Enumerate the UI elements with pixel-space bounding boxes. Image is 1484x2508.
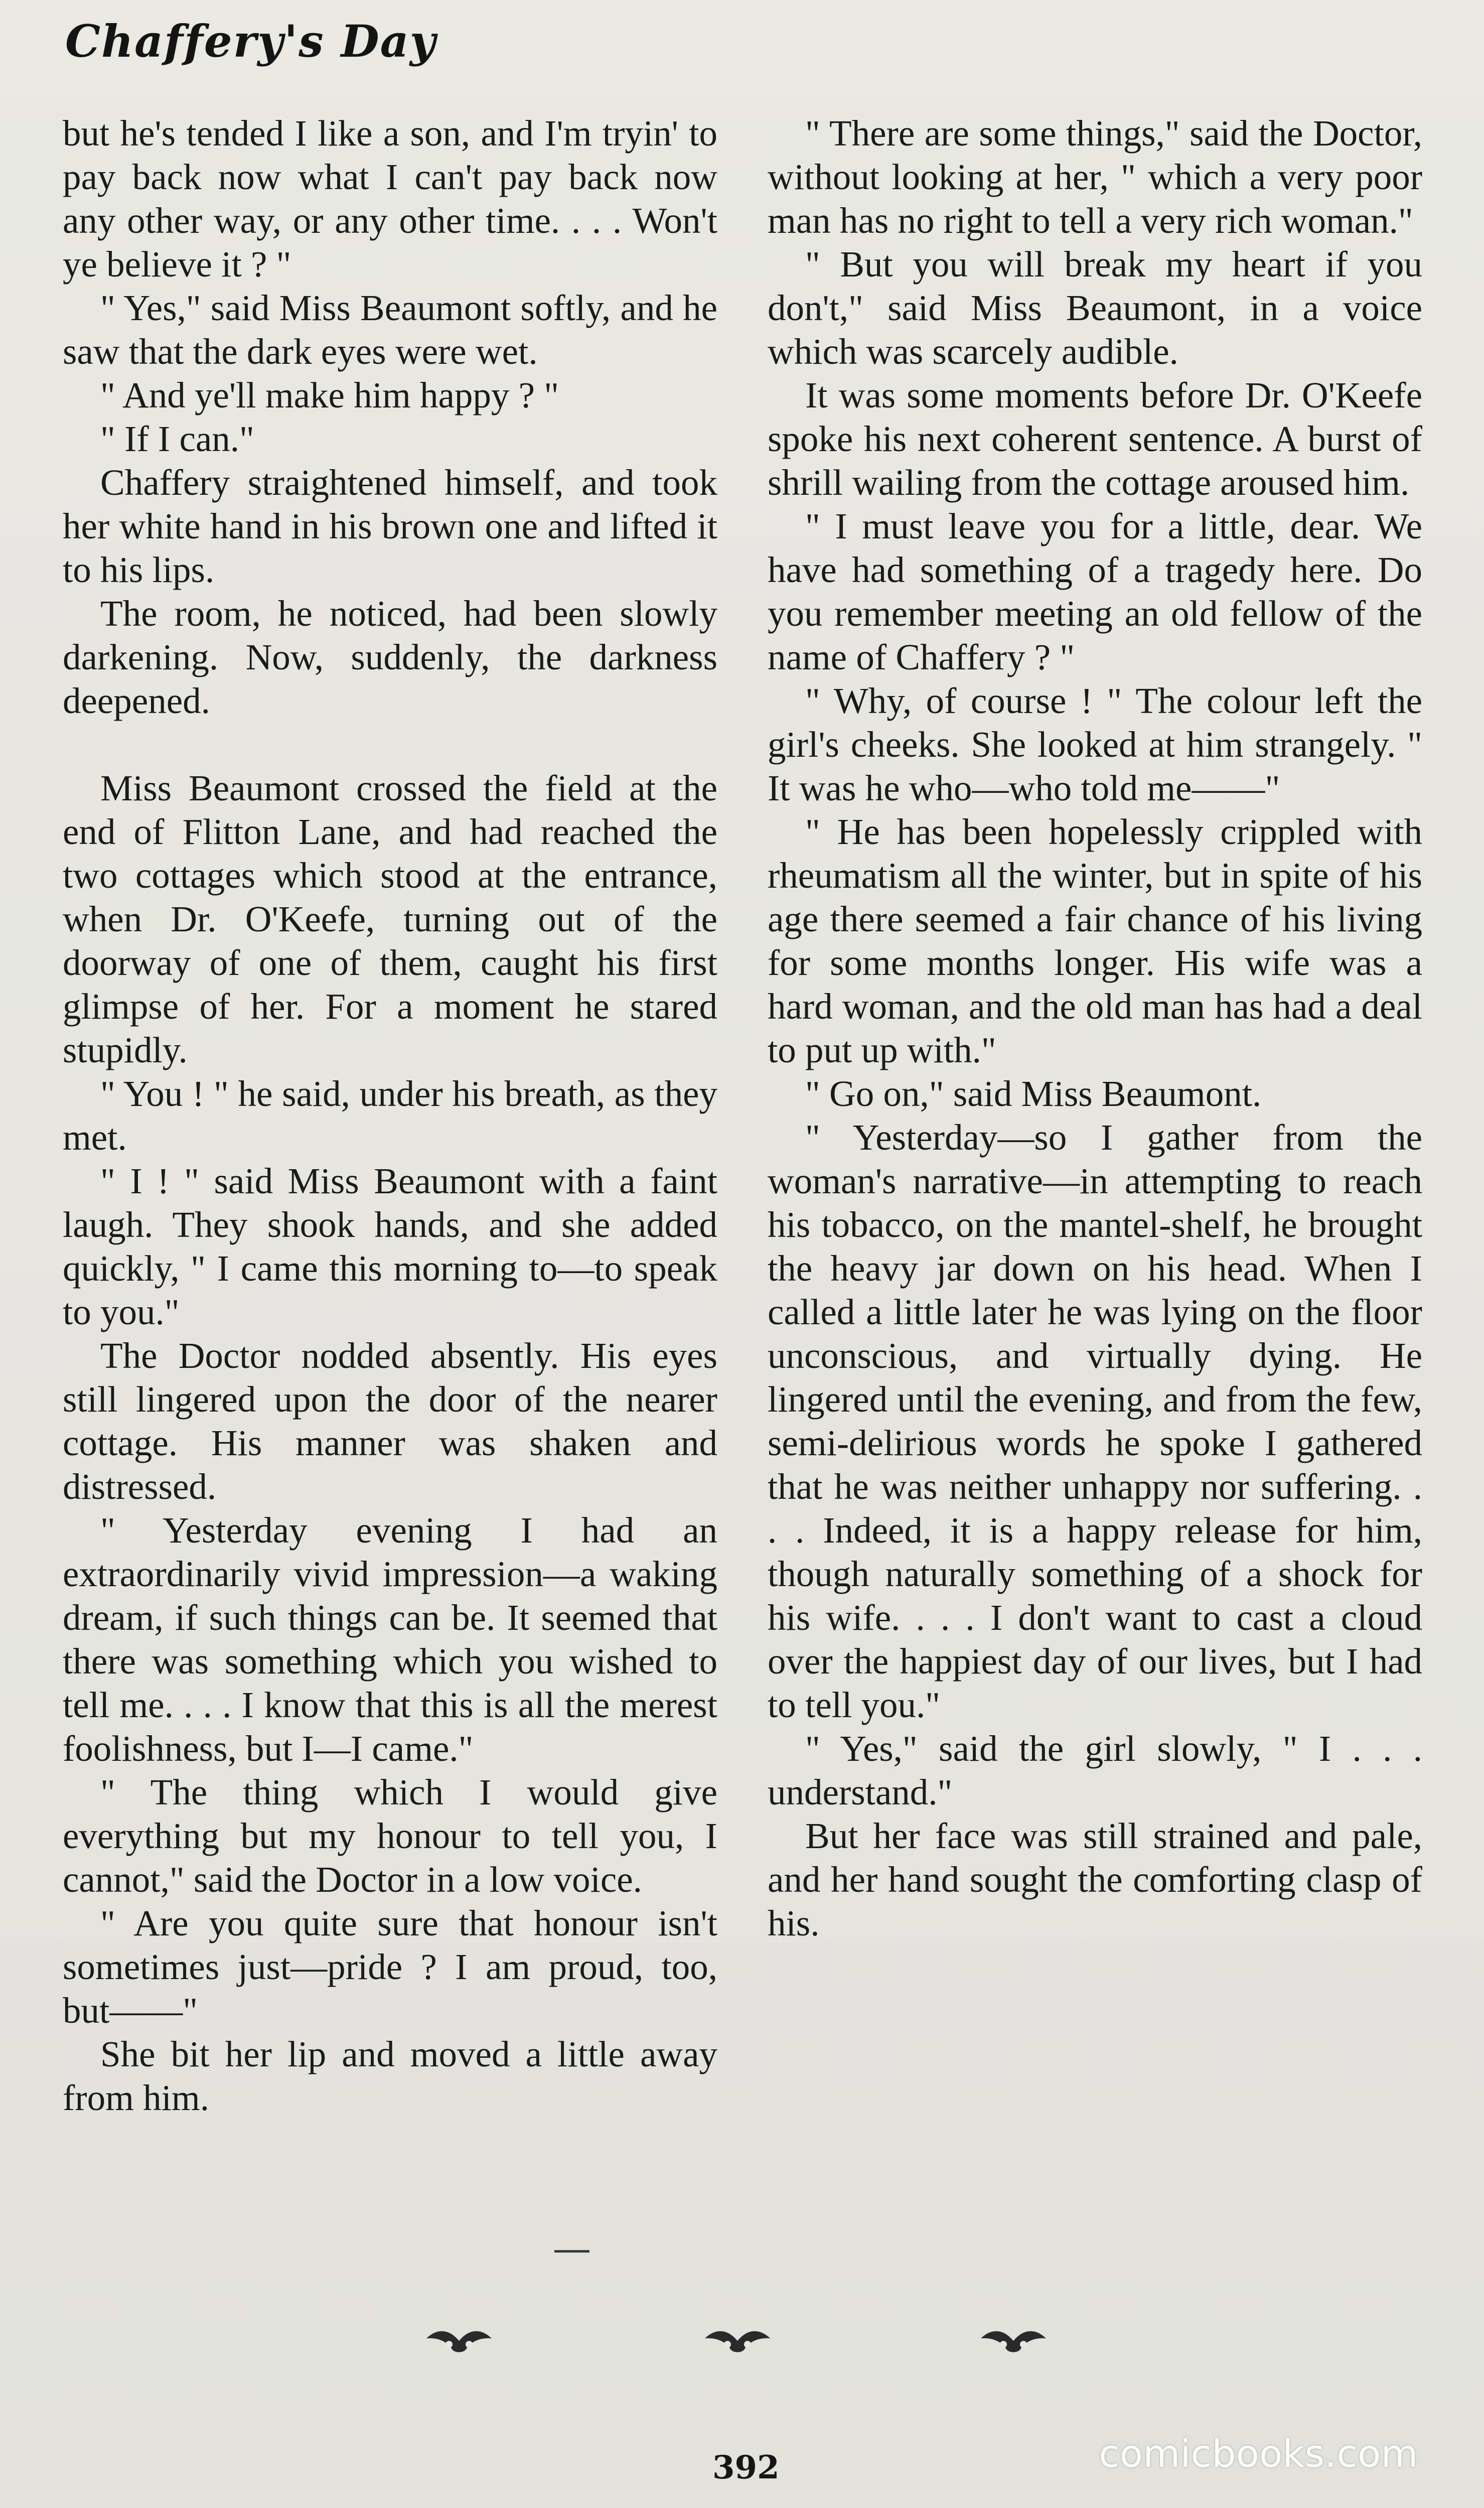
paragraph: " You ! " he said, under his breath, as they met. (63, 1073, 717, 1158)
paragraph: " He has been hopelessly crippled with rheumatism all the winter, but in spite of his age there seemed a fair chance of his living for some months longer. His wife was a hard woman, and the old man has had a deal to put up with." (768, 811, 1422, 1070)
running-header: Chaffery's Day (65, 15, 436, 67)
page-number: 392 (712, 2449, 780, 2486)
section-rule (554, 2250, 589, 2253)
ornament-icon (421, 2323, 497, 2363)
paragraph: The Doctor nodded absently. His eyes still lingered upon the door of the nearer cottage. His manner was shaken and distressed. (63, 1335, 717, 1507)
site-watermark: comicbooks.com (1099, 2431, 1418, 2476)
paragraph: " Are you quite sure that honour isn't sometimes just—pride ? I am proud, too, but——" (63, 1903, 717, 2031)
paragraph: It was some moments before Dr. O'Keefe spoke his next coherent sentence. A burst of shrill wailing from the cottage aroused him. (768, 375, 1422, 503)
paragraph: " Why, of course ! " The colour left the girl's cheeks. She looked at him strangely. " It was he who—who told me——" (768, 680, 1422, 808)
paragraph: But her face was still strained and pale, and her hand sought the comforting clasp of his. (768, 1816, 1422, 1943)
paragraph: Miss Beaumont crossed the field at the end of Flitton Lane, and had reached the two cottages which stood at the entrance, when Dr. O'Keefe, turning out of the doorway of one of them, caught his first glimpse of her. For a moment he stared stupidly. (63, 768, 717, 1070)
paragraph: She bit her lip and moved a little away from him. (63, 2034, 717, 2118)
paragraph: " I ! " said Miss Beaumont with a faint laugh. They shook hands, and she added quickly, " I came this morning to—to speak to you." (63, 1161, 717, 1332)
paragraph: " Yesterday—so I gather from the woman's narrative—in attempting to reach his tobacco, on the mantel-shelf, he brought the heavy jar down on his head. When I called a little later he was lying on the floor unconscious, and virtually dying. He lingered until the evening, and from the few, semi-delirious words he spoke I gathered that he was neither unhappy nor suffering. . . . Indeed, it is a happy release for him, though naturally something of a shock for his wife. . . . I don't want to cast a cloud over the happiest day of our lives, but I had to tell you." (768, 1117, 1422, 1725)
paragraph: " And ye'll make him happy ? " (100, 375, 559, 415)
right-column (768, 111, 1422, 1945)
paragraph: " Yes," said Miss Beaumont softly, and he saw that the dark eyes were wet. (63, 288, 717, 372)
ornament-icon (700, 2323, 775, 2363)
ornament-icon (976, 2323, 1051, 2363)
paragraph: " The thing which I would give everything but my honour to tell you, I cannot," said the Doctor in a low voice. (63, 1772, 717, 1900)
left-column (63, 111, 717, 2120)
paragraph: Chaffery straightened himself, and took her white hand in his brown one and lifted it to his lips. (63, 462, 717, 590)
paragraph: " If I can." (100, 419, 254, 459)
paragraph: but he's tended I like a son, and I'm tryin' to pay back now what I can't pay back now any other way, or any other time. . . . Won't ye believe it ? " (63, 113, 717, 285)
paragraph: " Go on," said Miss Beaumont. (805, 1073, 1262, 1114)
paragraph: " There are some things," said the Doctor, without looking at her, " which a very poor man has no right to tell a very rich woman." (768, 113, 1422, 241)
paragraph: " I must leave you for a little, dear. We have had something of a tragedy here. Do you remember meeting an old fellow of the name of Chaffery ? " (768, 506, 1422, 677)
paragraph: The room, he noticed, had been slowly darkening. Now, suddenly, the darkness deepened. (63, 593, 717, 721)
paragraph: " But you will break my heart if you don't," said Miss Beaumont, in a voice which was scarcely audible. (768, 244, 1422, 372)
paragraph: " Yes," said the girl slowly, " I . . . understand." (768, 1728, 1422, 1813)
paragraph: " Yesterday evening I had an extraordinarily vivid impression—a waking dream, if such things can be. It seemed that there was something which you wished to tell me. . . . I know that this is all the merest foolishness, but I—I came." (63, 1510, 717, 1769)
